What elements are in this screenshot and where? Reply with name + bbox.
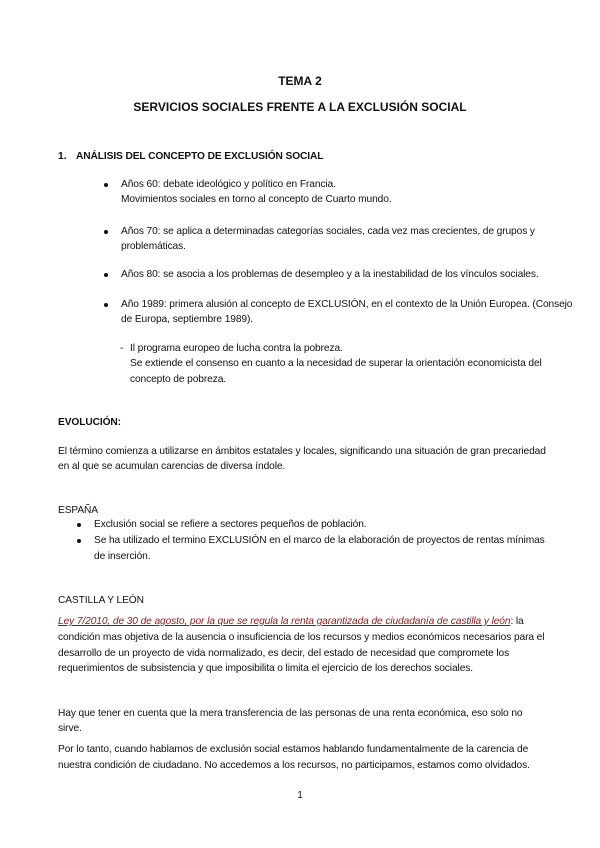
bullet-3-line-1: Años 80: se asocia a los problemas de desempleo y a la inestabilidad de los vínculos sociales. bbox=[121, 269, 539, 280]
bullet-icon bbox=[104, 303, 108, 307]
document-title: SERVICIOS SOCIALES FRENTE A LA EXCLUSIÓN SOCIAL bbox=[133, 100, 467, 114]
espana-heading: ESPAÑA bbox=[58, 505, 98, 516]
bullet-icon bbox=[104, 273, 108, 277]
bullet-4-line-2: de Europa, septiembre 1989). bbox=[121, 314, 253, 325]
castilla-line-4: requerimientos de subsistencia y que imposibilita o limita el ejercicio de los derechos sociales. bbox=[58, 663, 473, 674]
castilla-line-1 bbox=[58, 613, 524, 630]
espana-bullet-1: Exclusión social se refiere a sectores pequeños de población. bbox=[94, 519, 367, 530]
evolucion-line-1: El término comienza a utilizarse en ámbitos estatales y locales, significando una situación de gran precariedad bbox=[58, 446, 546, 457]
section-heading: ANÁLISIS DEL CONCEPTO DE EXCLUSIÓN SOCIAL bbox=[76, 151, 324, 162]
sub-item-line-1: Il programa europeo de lucha contra la pobreza. bbox=[130, 343, 343, 354]
espana-bullet-2-line-1: Se ha utilizado el termino EXCLUSIÓN en el marco de la elaboración de proyectos de rentas mínimas bbox=[94, 535, 545, 546]
paragraph-1-line-1: Hay que tener en cuenta que la mera transferencia de las personas de una renta económica, eso solo no bbox=[58, 708, 523, 719]
bullet-icon bbox=[77, 523, 81, 527]
bullet-1-line-2: Movimientos sociales en torno al concepto de Cuarto mundo. bbox=[121, 194, 392, 205]
paragraph-2-line-1: Por lo tanto, cuando hablamos de exclusión social estamos hablando fundamentalmente de la carencia de bbox=[58, 744, 529, 755]
evolucion-line-2: en al que se acumulan carencias de diversa índole. bbox=[58, 461, 286, 472]
bullet-4-line-1: Año 1989: primera alusión al concepto de EXCLUSIÓN, en el contexto de la Unión Europea. (Consejo bbox=[121, 299, 573, 310]
castilla-line-3: desarrollo de un proyecto de vida normalizado, es decir, del estado de necesidad que compromete los bbox=[58, 648, 510, 659]
bullet-icon bbox=[104, 230, 108, 234]
page-number: 1 bbox=[297, 790, 303, 801]
bullet-2-line-1: Años 70: se aplica a determinadas categorías sociales, cada vez mas crecientes, de grupos y bbox=[121, 226, 535, 237]
sub-item-line-3: concepto de pobreza. bbox=[130, 374, 226, 385]
castilla-heading: CASTILLA Y LEÓN bbox=[58, 595, 144, 606]
bullet-1-line-1: Años 60: debate ideológico y político en Francia. bbox=[121, 179, 336, 190]
evolucion-heading: EVOLUCIÓN: bbox=[58, 417, 121, 428]
section-number: 1. bbox=[58, 151, 67, 162]
espana-bullet-2-line-2: de inserción. bbox=[94, 551, 151, 562]
dash-marker: - bbox=[120, 343, 124, 354]
sub-item-line-2: Se extiende el consenso en cuanto a la necesidad de superar la orientación economicista del bbox=[130, 358, 542, 369]
law-reference: Ley 7/2010, de 30 de agosto, por la que se regula la renta garantizada de ciudadanía de castilla y león bbox=[58, 616, 511, 627]
bullet-2-line-2: problemáticas. bbox=[121, 241, 186, 252]
bullet-icon bbox=[104, 183, 108, 187]
castilla-line-2: condición mas objetiva de la ausencia o insuficiencia de los recursos y medios económicos necesarios para el bbox=[58, 632, 545, 643]
bullet-icon bbox=[77, 539, 81, 543]
paragraph-1-line-2: sirve. bbox=[58, 723, 82, 734]
paragraph-2-line-2: nuestra condición de ciudadano. No accedemos a los recursos, no participamos, estamos como olvidados. bbox=[58, 760, 530, 771]
law-tail: : la bbox=[510, 616, 524, 627]
tema-label: TEMA 2 bbox=[278, 74, 322, 88]
